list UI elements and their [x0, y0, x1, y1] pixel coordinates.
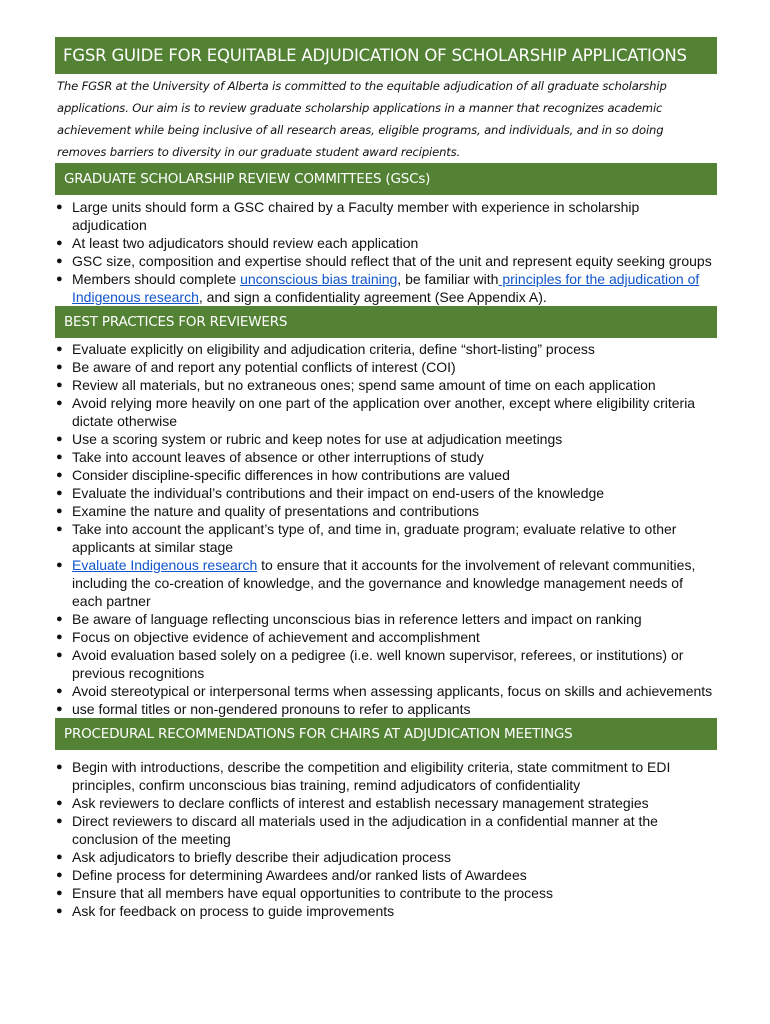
list-item-text: Define process for determining Awardees and/or ranked lists of Awardees: [72, 867, 527, 883]
list-item: [55, 252, 717, 270]
bullet-icon: ●: [56, 559, 63, 571]
section-heading-gsc: GRADUATE SCHOLARSHIP REVIEW COMMITTEES (GSCs): [55, 163, 717, 195]
bullet-icon: ●: [56, 469, 63, 481]
list-item: [55, 700, 717, 718]
list-item-text: Begin with introductions, describe the competition and eligibility criteria, state commitment to EDI principles, confirm unconscious bias training, remind adjudicators of confidentiality: [72, 759, 671, 793]
list-item-text: use formal titles or non-gendered pronouns to refer to applicants: [72, 701, 471, 717]
bullet-icon: ●: [56, 505, 63, 517]
list-item: [55, 556, 717, 610]
list-item-text: Be aware of and report any potential conflicts of interest (COI): [72, 359, 456, 375]
list-item-text: Avoid evaluation based solely on a pedigree (i.e. well known supervisor, referees, or institutions) or previous recognitions: [72, 647, 684, 681]
list-item: [55, 866, 717, 884]
list-item-text: At least two adjudicators should review each application: [72, 235, 419, 251]
bullet-icon: ●: [56, 343, 63, 355]
list-item: [55, 884, 717, 902]
list-item-text: Ask for feedback on process to guide improvements: [72, 903, 395, 919]
bullet-icon: ●: [56, 397, 63, 409]
list-item-text: Take into account leaves of absence or other interruptions of study: [72, 449, 484, 465]
list-item-text: Focus on objective evidence of achievement and accomplishment: [72, 629, 480, 645]
list-item: [55, 394, 717, 430]
page-title: FGSR GUIDE FOR EQUITABLE ADJUDICATION OF SCHOLARSHIP APPLICATIONS: [55, 37, 717, 74]
list-item: [55, 270, 717, 306]
bullet-icon: ●: [56, 703, 63, 715]
list-item-text: , be familiar with: [397, 271, 499, 287]
list-item: [55, 610, 717, 628]
list-item-text: Members should complete: [72, 271, 241, 287]
bullet-icon: ●: [56, 273, 63, 285]
list-item: [55, 812, 717, 848]
bullet-icon: ●: [56, 649, 63, 661]
list-item-text: to ensure that it accounts for the involvement of relevant communities, including the co-creation of knowledge, and the governance and knowledge management needs of each partner: [72, 557, 696, 609]
list-item: [55, 646, 717, 682]
list-item: [55, 234, 717, 252]
bullet-icon: ●: [56, 361, 63, 373]
bullet-icon: ●: [56, 379, 63, 391]
bullet-icon: ●: [56, 487, 63, 499]
bullet-icon: ●: [56, 237, 63, 249]
list-item: [55, 448, 717, 466]
list-item-text: Direct reviewers to discard all materials used in the adjudication in a confidential manner at the conclusion of the meeting: [72, 813, 658, 847]
list-item: [55, 902, 717, 920]
list-item-text: Evaluate explicitly on eligibility and adjudication criteria, define “short-listing” process: [72, 341, 595, 357]
list-item: [55, 520, 717, 556]
list-item-text: Examine the nature and quality of presentations and contributions: [72, 503, 480, 519]
list-item-text: Consider discipline-specific differences in how contributions are valued: [72, 467, 510, 483]
list-item-text: Ask adjudicators to briefly describe their adjudication process: [72, 849, 451, 865]
list-item-text: Ensure that all members have equal opportunities to contribute to the process: [72, 885, 553, 901]
list-item: [55, 758, 717, 794]
best-practices-list: [55, 340, 717, 718]
list-item: [55, 430, 717, 448]
bullet-icon: ●: [56, 797, 63, 809]
list-item: [55, 794, 717, 812]
section-heading-procedural: PROCEDURAL RECOMMENDATIONS FOR CHAIRS AT ADJUDICATION MEETINGS: [55, 718, 717, 750]
document-page: [55, 37, 717, 920]
list-item: [55, 340, 717, 358]
bullet-icon: ●: [56, 255, 63, 267]
bullet-icon: ●: [56, 815, 63, 827]
unconscious-bias-training-link[interactable]: unconscious bias training: [240, 271, 398, 287]
section-heading-best-practices: BEST PRACTICES FOR REVIEWERS: [55, 306, 717, 338]
list-item: [55, 502, 717, 520]
list-item-text: , and sign a confidentiality agreement (See Appendix A).: [198, 289, 547, 305]
list-item: [55, 628, 717, 646]
list-item: [55, 358, 717, 376]
evaluate-indigenous-research-link[interactable]: Evaluate Indigenous research: [72, 557, 258, 573]
list-item-text: Ask reviewers to declare conflicts of interest and establish necessary management strategies: [72, 795, 649, 811]
bullet-icon: ●: [56, 433, 63, 445]
list-item-text: Be aware of language reflecting unconscious bias in reference letters and impact on ranking: [72, 611, 642, 627]
bullet-icon: ●: [56, 685, 63, 697]
bullet-icon: ●: [56, 523, 63, 535]
list-item: [55, 466, 717, 484]
list-item-text: Use a scoring system or rubric and keep notes for use at adjudication meetings: [72, 431, 563, 447]
list-item-text: Avoid relying more heavily on one part of the application over another, except where eligibility criteria dictate otherwise: [72, 395, 696, 429]
list-item: [55, 682, 717, 700]
bullet-icon: ●: [56, 451, 63, 463]
bullet-icon: ●: [56, 201, 63, 213]
list-item-text: Take into account the applicant’s type of, and time in, graduate program; evaluate relative to other applicants at similar stage: [72, 521, 677, 555]
indigenous-research-principles-link[interactable]: principles for the adjudication of Indigenous research: [72, 271, 700, 305]
list-item-text: GSC size, composition and expertise should reflect that of the unit and represent equity seeking groups: [72, 253, 712, 269]
gsc-list: [55, 198, 717, 306]
bullet-icon: ●: [56, 887, 63, 899]
list-item-text: Review all materials, but no extraneous ones; spend same amount of time on each application: [72, 377, 656, 393]
list-item: [55, 848, 717, 866]
list-item: [55, 484, 717, 502]
bullet-icon: ●: [56, 761, 63, 773]
bullet-icon: ●: [56, 869, 63, 881]
bullet-icon: ●: [56, 613, 63, 625]
procedural-list: [55, 758, 717, 920]
list-item-text: Large units should form a GSC chaired by a Faculty member with experience in scholarship adjudication: [72, 199, 640, 233]
list-item: [55, 376, 717, 394]
list-item: [55, 198, 717, 234]
bullet-icon: ●: [56, 851, 63, 863]
list-item-text: Avoid stereotypical or interpersonal terms when assessing applicants, focus on skills and achievements: [72, 683, 713, 699]
intro-paragraph: The FGSR at the University of Alberta is committed to the equitable adjudication of all graduate scholarship applications. Our aim is to review graduate scholarship applications in a manner that recognizes academic achievement while being inclusive of all research areas, eligible programs, and individuals, and in so doing removes barriers to diversity in our graduate student award recipients.: [57, 79, 667, 159]
bullet-icon: ●: [56, 631, 63, 643]
bullet-icon: ●: [56, 905, 63, 917]
list-item-text: Evaluate the individual’s contributions and their impact on end-users of the knowledge: [72, 485, 605, 501]
